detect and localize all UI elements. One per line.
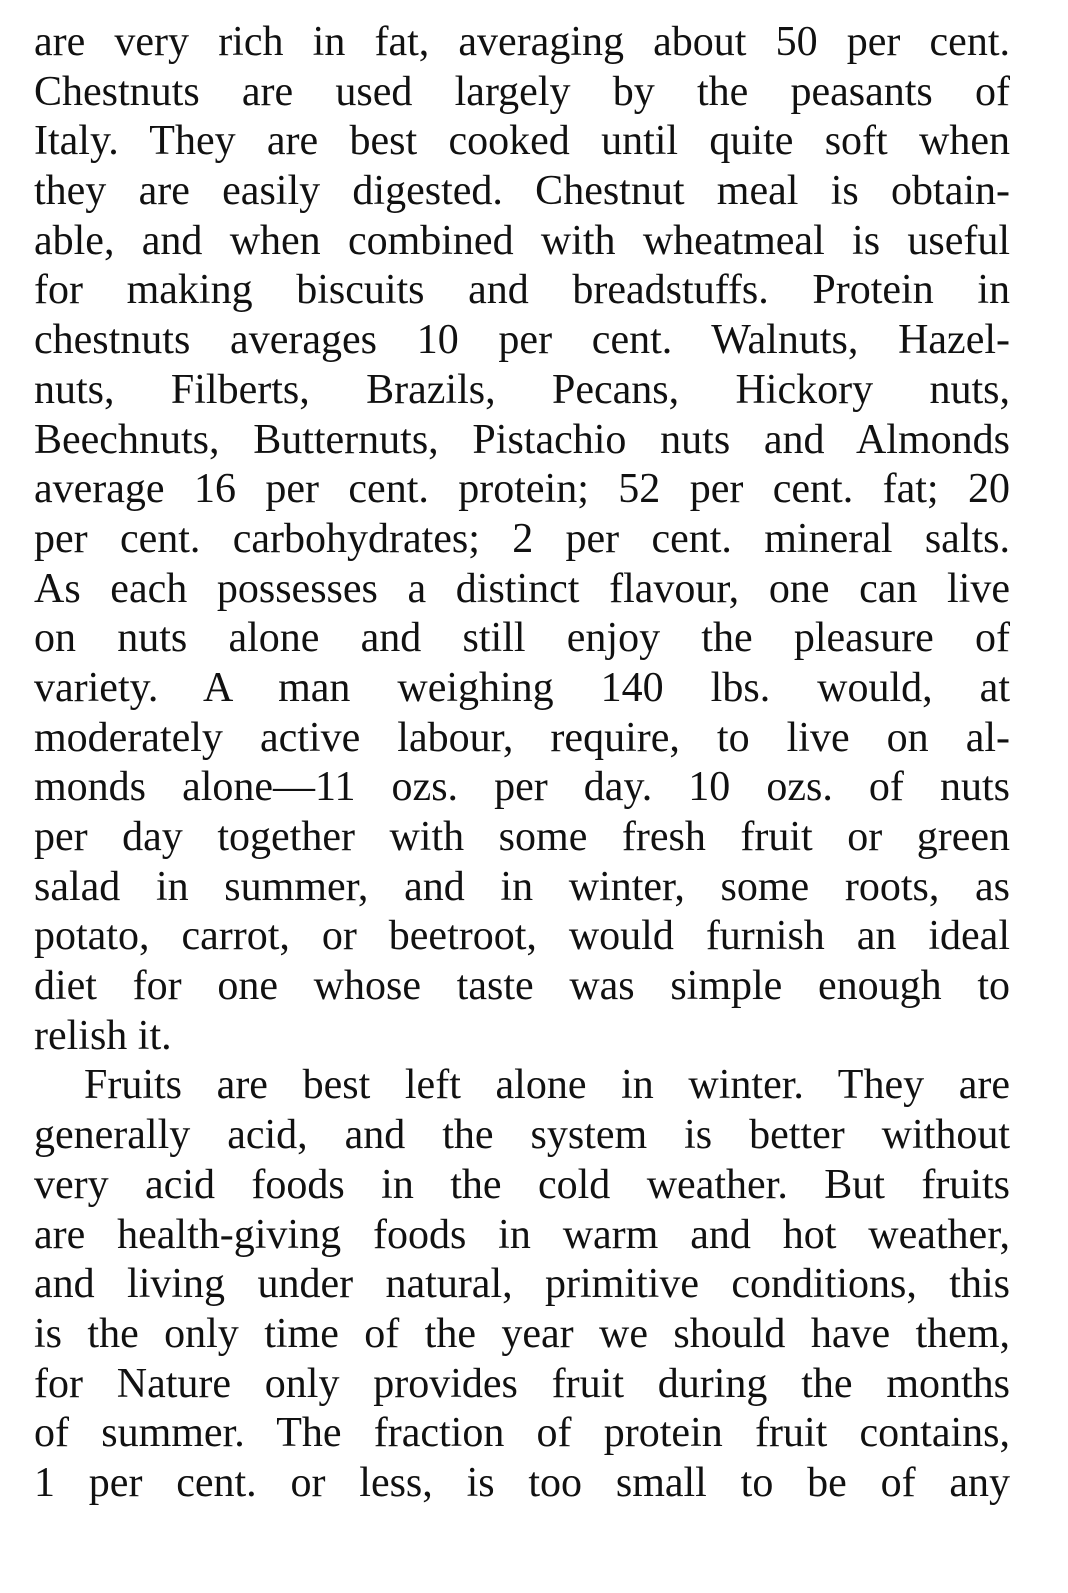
- text-line: for Nature only provides fruit during the months: [34, 1360, 1010, 1407]
- text-line: moderately active labour, require, to live on al-: [34, 714, 1010, 761]
- text-line: and living under natural, primitive conditions, this: [34, 1261, 1010, 1308]
- paragraph-fruits: [34, 1061, 1010, 1508]
- text-line: of summer. The fraction of protein fruit contains,: [34, 1410, 1010, 1457]
- text-line: Italy. They are best cooked until quite soft when: [34, 118, 1010, 165]
- text-line: nuts, Filberts, Brazils, Pecans, Hickory nuts,: [34, 366, 1010, 413]
- text-line: very acid foods in the cold weather. But fruits: [34, 1161, 1010, 1208]
- text-line: diet for one whose taste was simple enough to: [34, 963, 1010, 1010]
- text-line: they are easily digested. Chestnut meal is obtain-: [34, 168, 1010, 215]
- text-line: monds alone—11 ozs. per day. 10 ozs. of nuts: [34, 764, 1010, 811]
- text-line: able, and when combined with wheatmeal is useful: [34, 217, 1010, 264]
- text-line: variety. A man weighing 140 lbs. would, at: [34, 664, 1010, 711]
- page-body: [34, 18, 1010, 1509]
- text-line: generally acid, and the system is better without: [34, 1112, 1010, 1159]
- text-line: per cent. carbohydrates; 2 per cent. mineral salts.: [34, 515, 1010, 562]
- text-line: 1 per cent. or less, is too small to be of any: [34, 1459, 1010, 1506]
- text-line: per day together with some fresh fruit or green: [34, 814, 1010, 860]
- text-line: Fruits are best left alone in winter. They are: [84, 1062, 1010, 1109]
- text-line: relish it.: [34, 1012, 172, 1059]
- text-line: As each possesses a distinct flavour, one can live: [34, 565, 1010, 612]
- text-line: are health-giving foods in warm and hot weather,: [34, 1211, 1010, 1258]
- text-line: salad in summer, and in winter, some roots, as: [34, 863, 1010, 910]
- text-line: chestnuts averages 10 per cent. Walnuts, Hazel-: [34, 317, 1010, 364]
- text-line: Beechnuts, Butternuts, Pistachio nuts and Almonds: [34, 416, 1010, 463]
- paragraph-nuts: [34, 18, 1010, 1061]
- text-line: potato, carrot, or beetroot, would furnish an ideal: [34, 913, 1010, 960]
- text-line: for making biscuits and breadstuffs. Protein in: [34, 267, 1010, 314]
- text-line: Chestnuts are used largely by the peasants of: [34, 68, 1010, 115]
- text-line: average 16 per cent. protein; 52 per cent. fat; 20: [34, 466, 1010, 513]
- text-line: are very rich in fat, averaging about 50 per cent.: [34, 19, 1010, 65]
- text-line: is the only time of the year we should have them,: [34, 1310, 1010, 1357]
- text-line: on nuts alone and still enjoy the pleasure of: [34, 615, 1010, 662]
